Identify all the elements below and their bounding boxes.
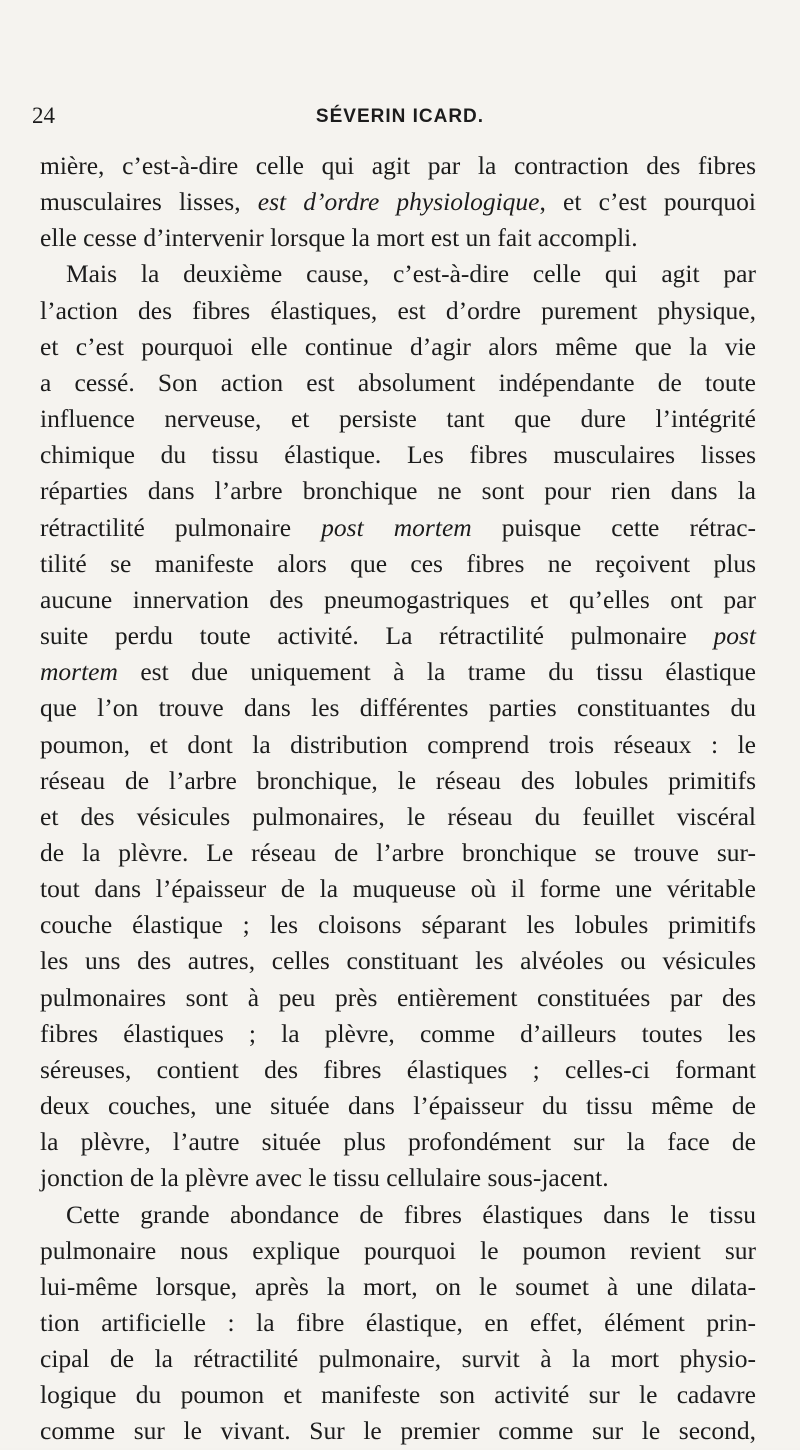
text-line: aucune innervation des pneumogastriques et qu’elles ont par [40, 584, 756, 614]
text-line: mière, c’est-à-dire celle qui agit par la contraction des fibres [40, 151, 756, 180]
text-line: elle cesse d’intervenir lorsque la mort est un fait accompli. [40, 223, 638, 253]
text-line: lui-même lorsque, après la mort, on le soumet à une dilata- [40, 1271, 756, 1301]
body-text [40, 148, 756, 1450]
text-line: tout dans l’épaisseur de la muqueuse où il forme une véritable [40, 874, 756, 904]
text-line: et des vésicules pulmonaires, le réseau du feuillet viscéral [40, 801, 756, 831]
text-line: cipal de la rétractilité pulmonaire, survit à la mort physio- [40, 1344, 756, 1374]
text-line: l’action des fibres élastiques, est d’ordre purement physique, [40, 295, 756, 325]
text-line: réparties dans l’arbre bronchique ne sont pour rien dans la [40, 476, 756, 506]
text-line: musculaires lisses, est d’ordre physiologique, et c’est pourquoi [40, 187, 757, 217]
text-line: pulmonaire nous explique pourquoi le poumon revient sur [40, 1235, 756, 1265]
text-line: de la plèvre. Le réseau de l’arbre bronchique se trouve sur- [40, 837, 756, 867]
text-line: tion artificielle : la fibre élastique, en effet, élément prin- [40, 1308, 756, 1337]
text-line: que l’on trouve dans les différentes parties constituantes du [40, 693, 756, 723]
page-number: 24 [32, 103, 55, 128]
text-line: poumon, et dont la distribution comprend trois réseaux : le [40, 729, 756, 759]
text-line: fibres élastiques ; la plèvre, comme d’ailleurs toutes les [40, 1018, 756, 1048]
italic-phrase: mortem [40, 657, 118, 687]
text-line: comme sur le vivant. Sur le premier comme sur le second, [40, 1416, 756, 1446]
text-line: Cette grande abondance de fibres élastiques dans le tissu [66, 1199, 756, 1229]
text-line: tilité se manifeste alors que ces fibres ne reçoivent plus [40, 548, 756, 578]
text-line: couche élastique ; les cloisons séparant les lobules primitifs [40, 910, 756, 940]
text-line: jonction de la plèvre avec le tissu cellulaire sous-jacent. [40, 1163, 609, 1193]
running-head: SÉVERIN ICARD. [315, 106, 485, 127]
italic-phrase: est d’ordre physiologique [257, 187, 540, 217]
text-line: pulmonaires sont à peu près entièrement constituées par des [40, 982, 756, 1012]
text-line: influence nerveuse, et persiste tant que dure l’intégrité [40, 404, 756, 434]
text-line: Mais la deuxième cause, c’est-à-dire celle qui agit par [66, 259, 756, 289]
text-line: a cessé. Son action est absolument indépendante de toute [40, 367, 756, 397]
text-line: deux couches, une située dans l’épaisseur du tissu même de [40, 1091, 756, 1121]
italic-phrase: post [713, 621, 756, 651]
text-line: suite perdu toute activité. La rétractilité pulmonaire post [40, 621, 756, 651]
text-line: rétractilité pulmonaire post mortem puisque cette rétrac- [40, 512, 757, 542]
text-line: mortem est due uniquement à la trame du tissu élastique [40, 657, 756, 687]
text-line: séreuses, contient des fibres élastiques ; celles-ci formant [40, 1054, 756, 1084]
text-line: logique du poumon et manifeste son activité sur le cadavre [40, 1380, 756, 1410]
text-line: la plèvre, l’autre située plus profondément sur la face de [40, 1127, 756, 1157]
italic-phrase: post mortem [321, 512, 472, 542]
text-line: chimique du tissu élastique. Les fibres musculaires lisses [40, 440, 756, 470]
text-line: et c’est pourquoi elle continue d’agir alors même que la vie [40, 331, 756, 361]
text-line: les uns des autres, celles constituant les alvéoles ou vésicules [40, 946, 756, 976]
text-line: réseau de l’arbre bronchique, le réseau des lobules primitifs [40, 765, 756, 795]
